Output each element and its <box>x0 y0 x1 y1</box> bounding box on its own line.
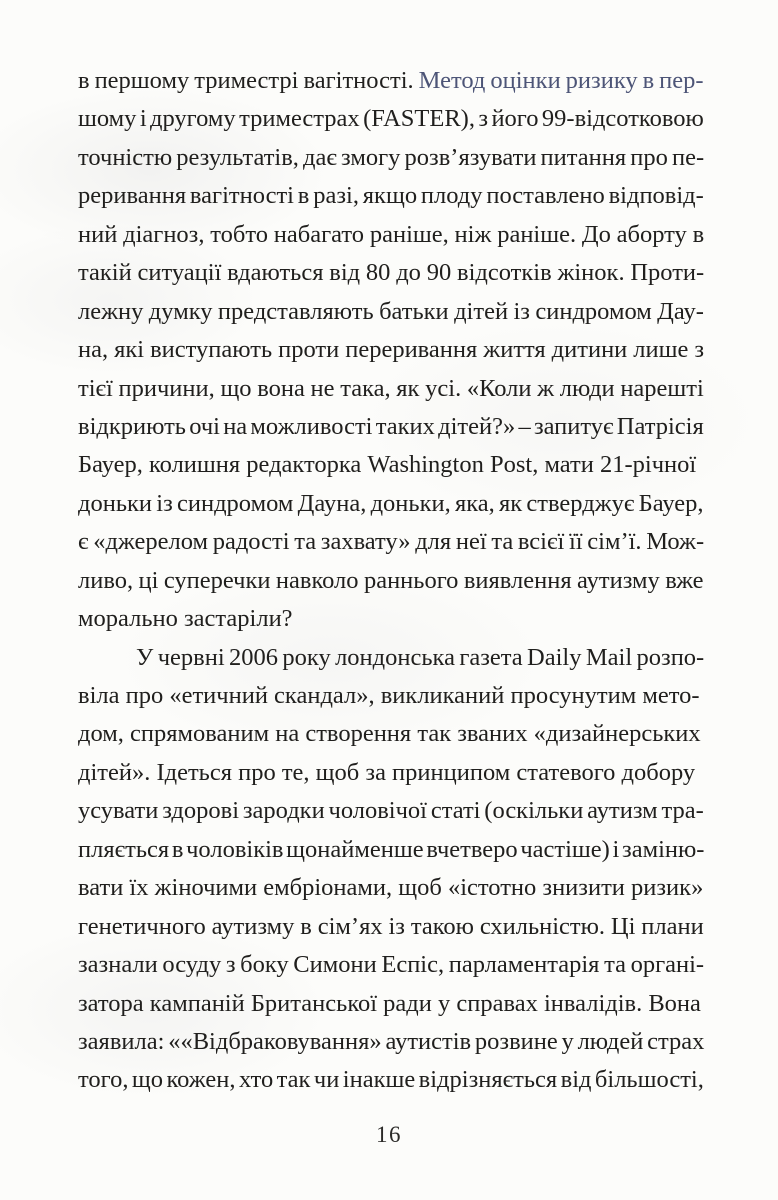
page-number: 16 <box>376 1122 402 1147</box>
text-segment: усувати здорові зародки чоловічої статі (оскільки аутизм тра- <box>78 797 704 825</box>
text-segment: віла про «етичний скандал», викликаний просунутим мето- <box>78 682 700 709</box>
text-line <box>78 715 704 753</box>
text-line <box>78 139 704 177</box>
text-segment: заявила: ««Відбраковування» аутистів розвине у людей страх <box>78 1027 705 1055</box>
text-segment: вати їх жіночими ембріонами, щоб «істотно знизити ризик» <box>78 874 704 902</box>
text-line <box>78 792 704 830</box>
text-segment: генетичного аутизму в сім’ях із такою схильністю. Ці плани <box>78 912 704 940</box>
text-line <box>78 677 704 715</box>
text-segment: пляється в чоловіків щонайменше вчетверо частіше) і заміню- <box>78 835 705 863</box>
text-segment: відкриють очі на можливості таких дітей?» – запитує Патрісія <box>78 412 704 440</box>
text-line <box>78 831 704 869</box>
text-line <box>78 1023 704 1061</box>
text-line <box>78 562 704 600</box>
text-line <box>78 100 704 138</box>
text-line <box>78 62 704 100</box>
text-segment: такій ситуації вдаються від 80 до 90 відсотків жінок. Проти- <box>78 259 705 287</box>
text-segment: зазнали осуду з боку Симони Еспіс, парламентарія та органі- <box>78 951 705 979</box>
text-segment: шому і другому триместрах (FASTER), з його 99-відсотковою <box>78 105 704 133</box>
text-line <box>78 523 704 561</box>
text-line <box>78 600 704 638</box>
text-segment: дом, спрямованим на створення так званих «дизайнерських <box>78 720 701 748</box>
text-line <box>78 408 704 446</box>
text-line <box>78 446 704 484</box>
text-segment: точністю результатів, дає змогу розв’язувати питання про пе- <box>78 143 705 171</box>
text-segment: на, які виступають проти переривання життя дитини лише з <box>78 336 705 364</box>
text-segment: тієї причини, що вона не така, як усі. «Коли ж люди нарешті <box>78 374 704 402</box>
text-line <box>78 754 704 792</box>
text-line <box>78 370 704 408</box>
text-line <box>78 331 704 369</box>
text-segment: ливо, ці суперечки навколо раннього виявлення аутизму вже <box>78 566 704 594</box>
text-segment: є «джерелом радості та захвату» для неї та всієї її сім’ї. Мож- <box>78 528 705 556</box>
text-line <box>78 985 704 1023</box>
text-segment-accent: Метод оцінки ризику в пер- <box>418 67 704 94</box>
text-segment: того, що кожен, хто так чи інакше відрізняється від більшості, <box>78 1066 704 1094</box>
text-line <box>78 908 704 946</box>
text-line <box>78 639 704 677</box>
text-segment: лежну думку представляють батьки дітей із синдромом Дау- <box>78 297 704 325</box>
text-segment: морально застаріли? <box>78 605 293 633</box>
text-segment: ний діагноз, тобто набагато раніше, ніж раніше. До аборту в <box>78 220 705 248</box>
text-segment: доньки із синдромом Дауна, доньки, яка, як стверджує Бауер, <box>78 489 704 517</box>
text-line <box>78 254 704 292</box>
text-line <box>78 216 704 254</box>
text-line <box>78 1061 704 1099</box>
text-segment: в першому триместрі вагітності. <box>78 67 419 94</box>
text-segment: реривання вагітності в разі, якщо плоду поставлено відповід- <box>78 182 704 210</box>
text-segment: затора кампаній Британської ради у справах інвалідів. Вона <box>78 989 701 1017</box>
text-line <box>78 293 704 331</box>
text-segment: дітей». Ідеться про те, щоб за принципом статевого добору <box>78 758 696 786</box>
text-line <box>78 485 704 523</box>
text-line <box>78 946 704 984</box>
text-line <box>78 869 704 907</box>
page-text <box>78 62 704 1100</box>
text-line <box>78 177 704 215</box>
text-segment: У червні 2006 року лондонська газета Daily Mail розпо- <box>136 643 705 671</box>
text-segment: Бауер, колишня редакторка Washington Post, мати 21-річної <box>78 451 697 479</box>
